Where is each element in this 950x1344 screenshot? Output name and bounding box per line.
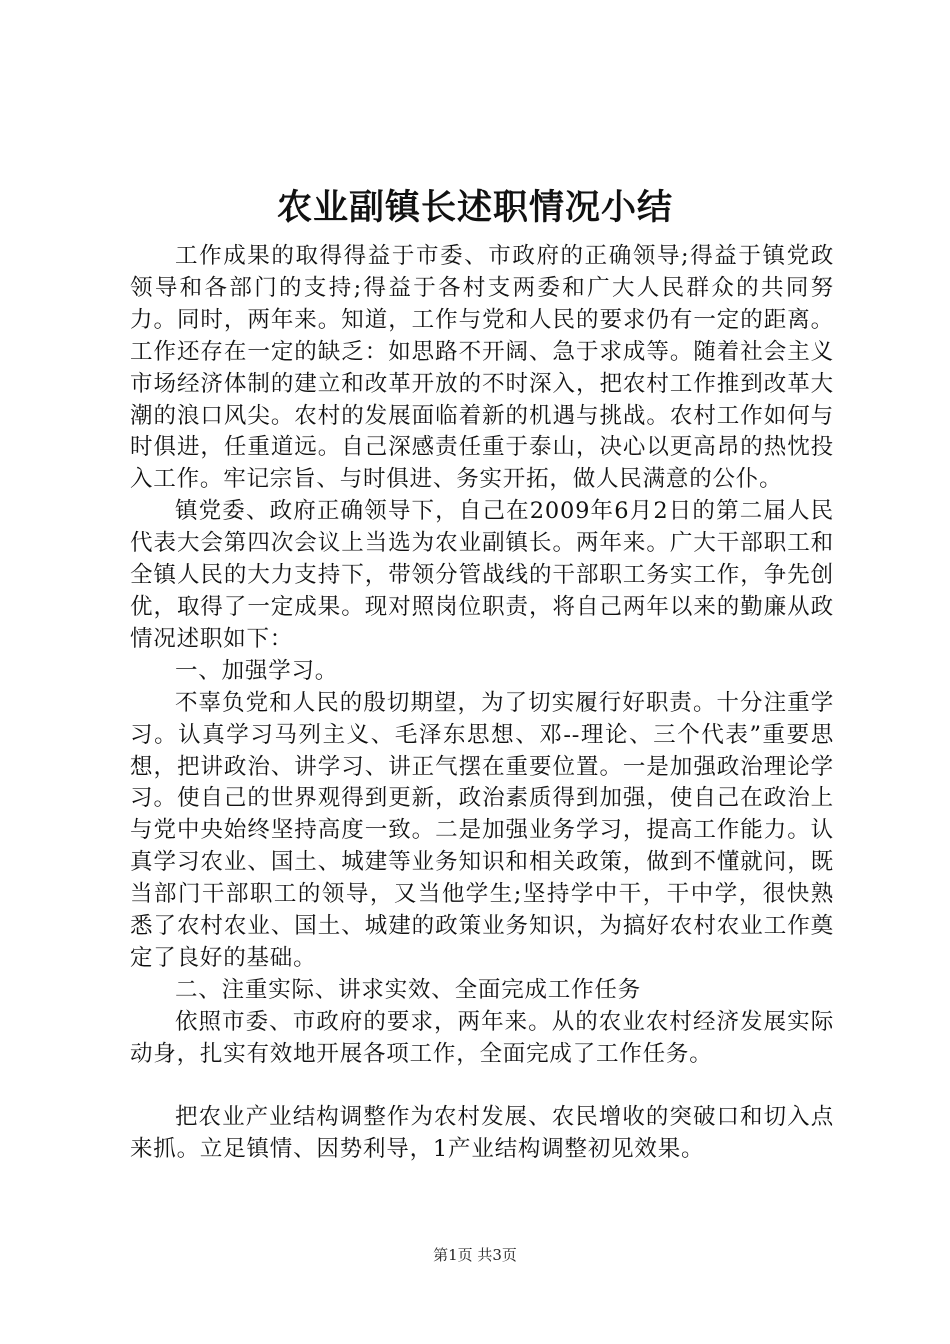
section-heading-study: 一、加强学习。 bbox=[175, 657, 339, 684]
paragraph-structure: 把农业产业结构调整作为农村发展、农民增收的突破口和切入点来抓。立足镇情、因势利导，1产业结构调整初见效果。 bbox=[130, 1104, 834, 1163]
section-heading-practice: 二、注重实际、讲求实效、全面完成工作任务 bbox=[175, 976, 642, 1003]
paragraph-election: 镇党委、政府正确领导下，自己在2009年6月2日的第二届人民代表大会第四次会议上当选为农业副镇长。两年来。广大干部职工和全镇人民的大力支持下，带领分管战线的干部职工务实工作，争先创优，取得了一定成果。现对照岗位职责，将自己两年以来的勤廉从政情况述职如下： bbox=[130, 498, 834, 652]
paragraph-study: 不辜负党和人民的殷切期望，为了切实履行好职责。十分注重学习。认真学习马列主义、毛泽东思想、邓--理论、三个代表”重要思想，把讲政治、讲学习、讲正气摆在重要位置。一是加强政治理论学习。使自己的世界观得到更新，政治素质得到加强，使自己在政治上与党中央始终坚持高度一致。二是加强业务学习，提高工作能力。认真学习农业、国土、城建等业务知识和相关政策，做到不懂就问，既当部门干部职工的领导，又当他学生;坚持学中干，干中学，很快熟悉了农村农业、国土、城建的政策业务知识，为搞好农村农业工作奠定了良好的基础。 bbox=[130, 689, 834, 971]
paragraph-intro: 工作成果的取得得益于市委、市政府的正确领导;得益于镇党政领导和各部门的支持;得益于各村支两委和广大人民群众的共同努力。同时，两年来。知道，工作与党和人民的要求仍有一定的距离。工作还存在一定的缺乏：如思路不开阔、急于求成等。随着社会主义市场经济体制的建立和改革开放的不时深入，把农村工作推到改革大潮的浪口风尖。农村的发展面临着新的机遇与挑战。农村工作如何与时俱进，任重道远。自己深感责任重于泰山，决心以更高昂的热忱投入工作。牢记宗旨、与时俱进、务实开拓，做人民满意的公仆。 bbox=[130, 243, 834, 493]
document-title: 农业副镇长述职情况小结 bbox=[276, 187, 673, 228]
paragraph-practice: 依照市委、市政府的要求，两年来。从的农业农村经济发展实际动身，扎实有效地开展各项工作，全面完成了工作任务。 bbox=[130, 1008, 834, 1067]
document-body bbox=[130, 241, 834, 1166]
page-footer: 第1页 共3页 bbox=[433, 1246, 517, 1264]
